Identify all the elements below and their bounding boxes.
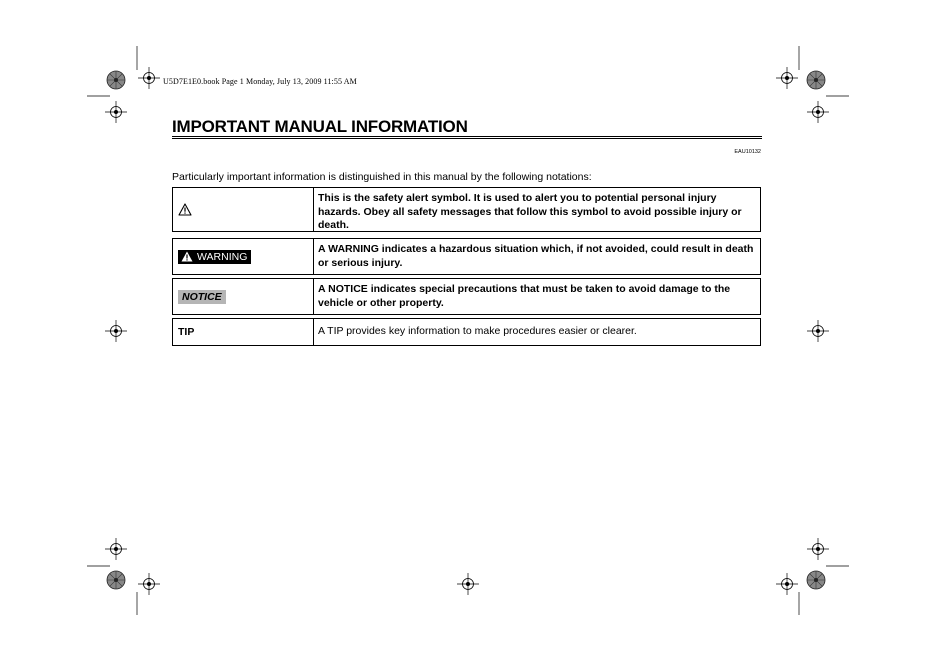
notation-symbol-cell	[173, 279, 314, 314]
tip-label: TIP	[178, 326, 195, 338]
notation-symbol-cell	[173, 239, 314, 274]
notice-badge: NOTICE	[178, 290, 226, 304]
warning-triangle-icon	[181, 251, 193, 262]
notation-row-notice	[172, 278, 761, 315]
notation-symbol-cell	[173, 188, 314, 231]
safety-alert-icon	[178, 203, 192, 216]
notation-symbol-cell	[173, 319, 314, 345]
page-title: IMPORTANT MANUAL INFORMATION	[172, 117, 468, 136]
print-header: U5D7E1E0.book Page 1 Monday, July 13, 2009 11:55 AM	[163, 77, 357, 86]
notation-description: This is the safety alert symbol. It is used to alert you to potential personal injury hazards. Obey all safety messages that follow this symbol to avoid possible injury or death.	[318, 192, 742, 231]
notation-row-safety-alert	[172, 187, 761, 232]
reference-code: EAU10132	[734, 149, 761, 155]
notation-row-warning	[172, 238, 761, 275]
title-rule	[172, 136, 762, 139]
notation-description: A NOTICE indicates special precautions that must be taken to avoid damage to the vehicle or other property.	[318, 283, 731, 309]
intro-text: Particularly important information is distinguished in this manual by the following notations:	[172, 171, 592, 183]
warning-label: WARNING	[197, 250, 248, 263]
notation-row-tip	[172, 318, 761, 346]
warning-badge	[178, 250, 251, 264]
notation-description: A TIP provides key information to make procedures easier or clearer.	[318, 325, 637, 337]
notation-description: A WARNING indicates a hazardous situation which, if not avoided, could result in death or serious injury.	[318, 243, 754, 269]
